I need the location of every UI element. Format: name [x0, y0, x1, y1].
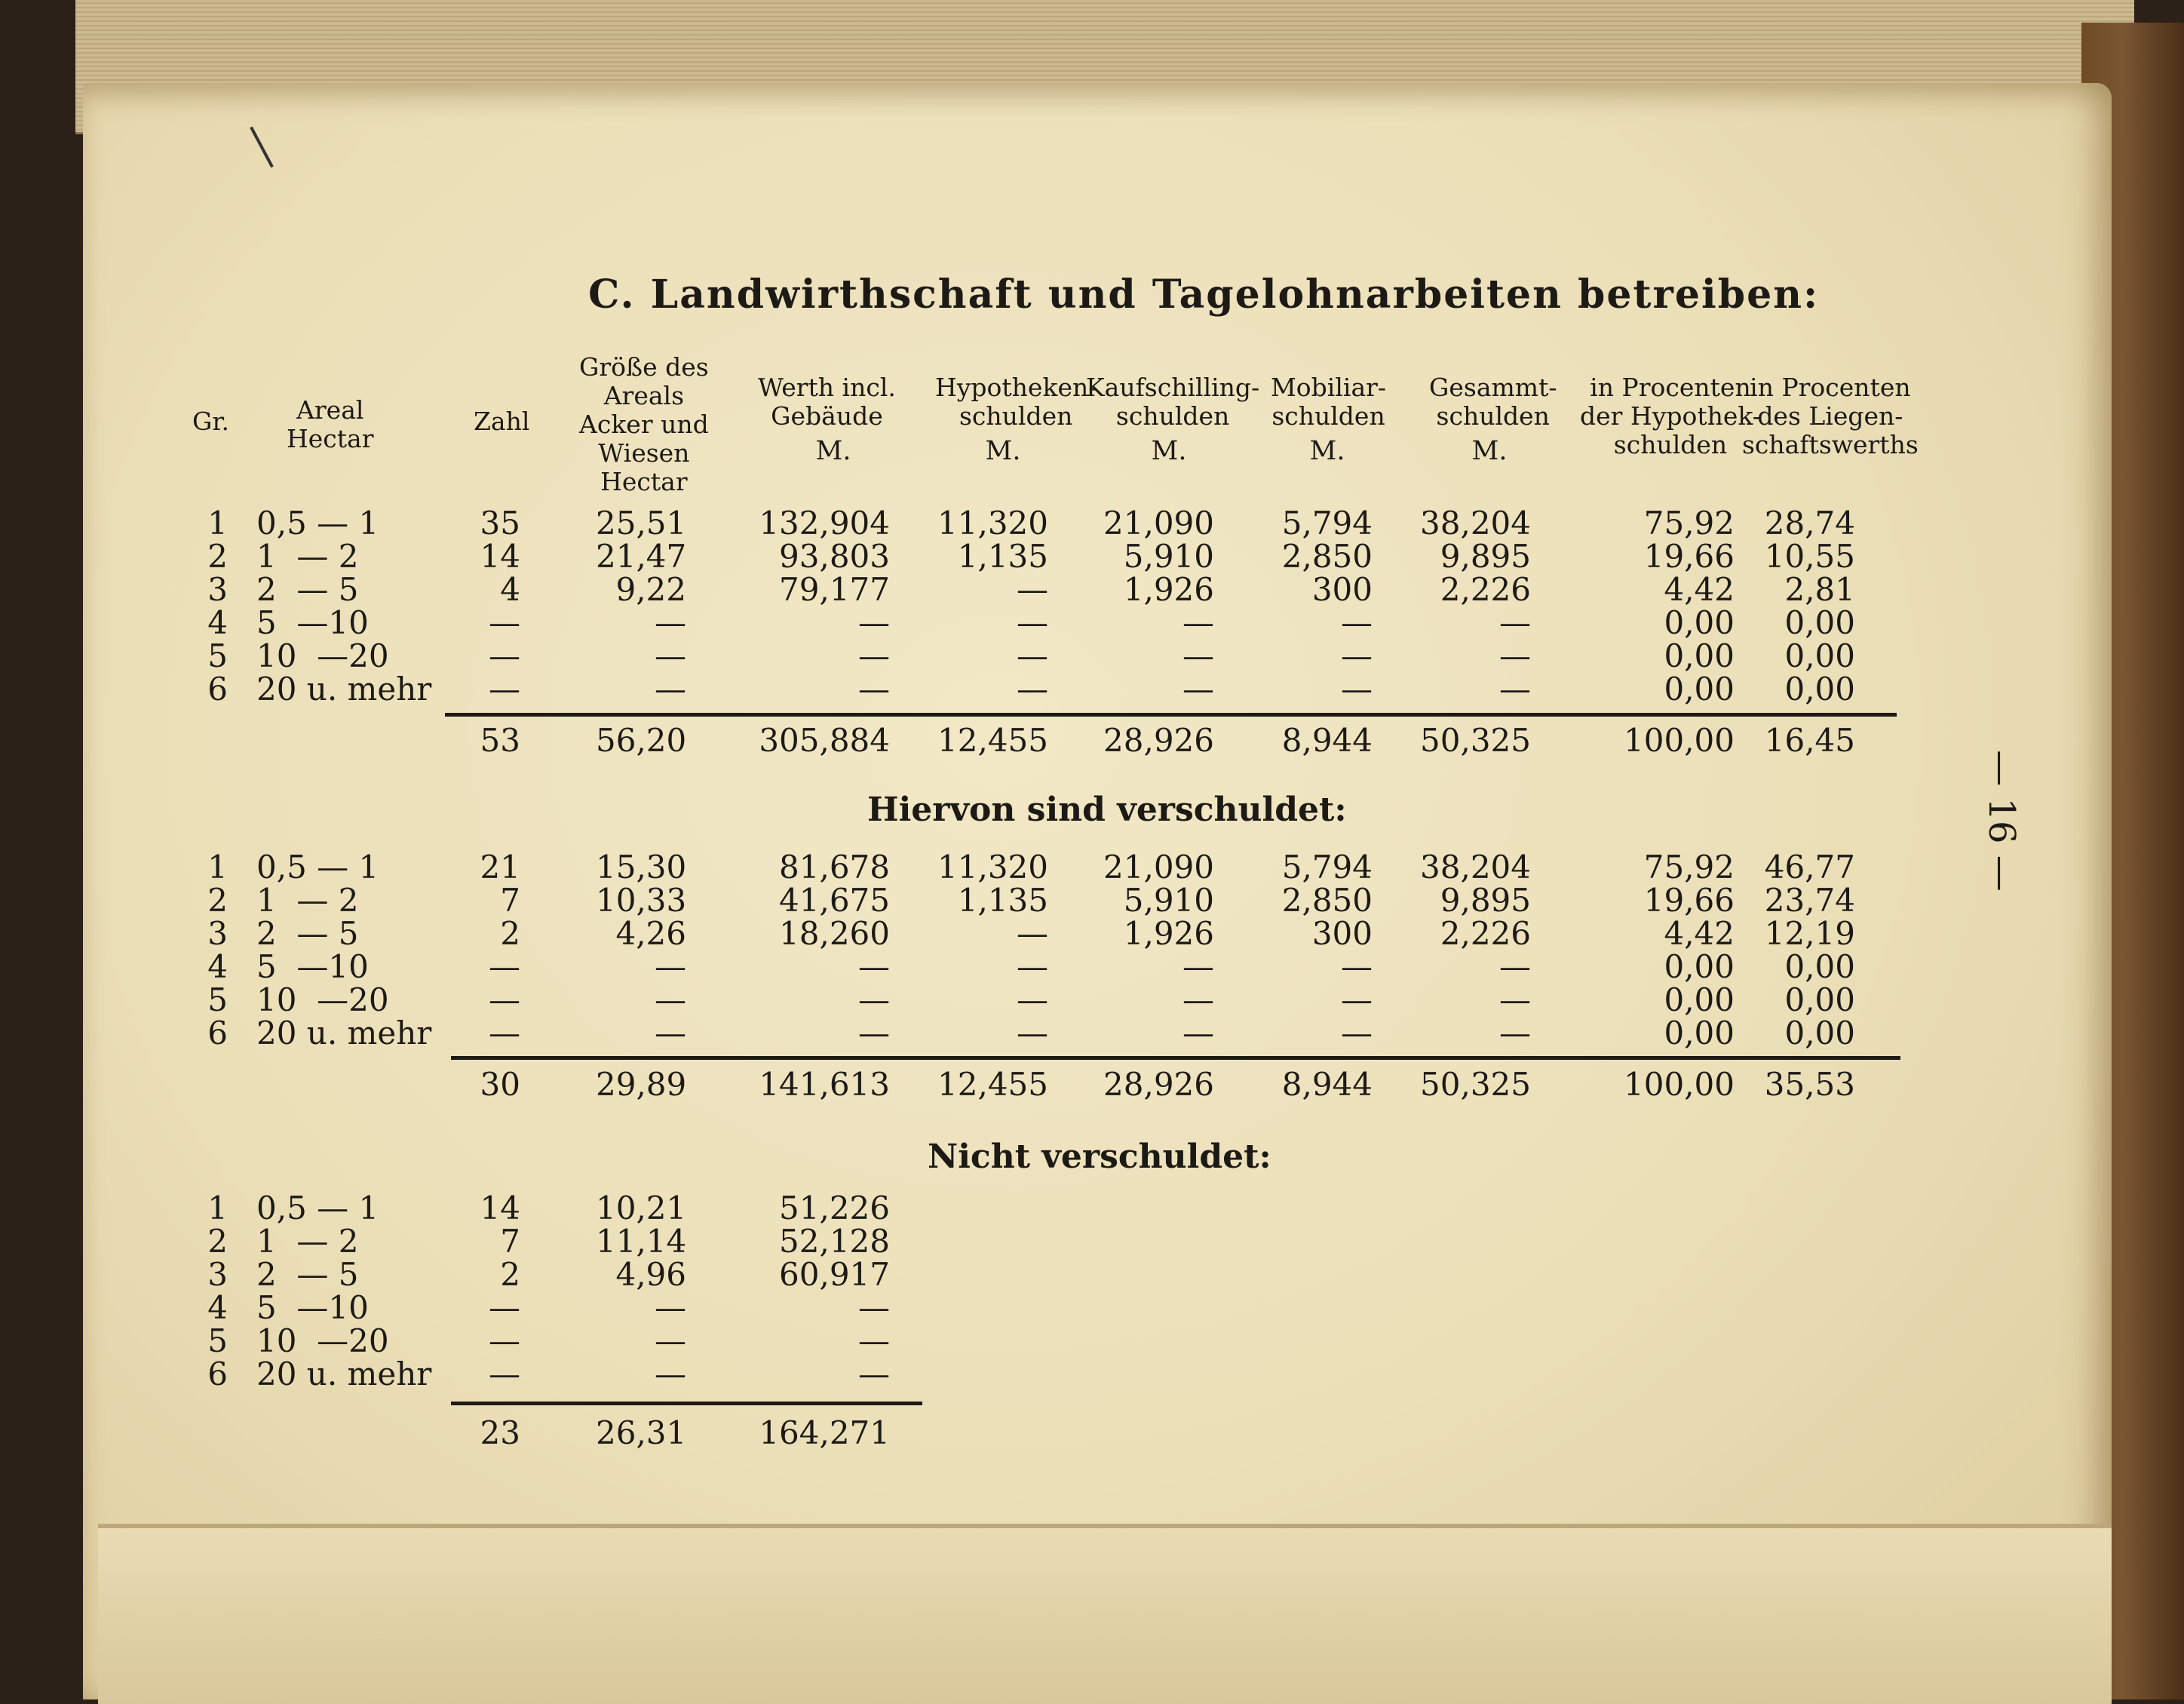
cell-zahl: —: [489, 671, 520, 708]
cell-hypothek: —: [1017, 915, 1048, 952]
header-gr: Gr.: [192, 407, 230, 436]
total-kaufschilling: 28,926: [1103, 722, 1214, 759]
cell-groesse: —: [655, 1322, 686, 1359]
cell-kaufschilling: 5,910: [1123, 538, 1214, 575]
table-row: [0, 917, 2184, 950]
cell-werth: —: [858, 1015, 890, 1052]
cell-mobiliar: —: [1341, 671, 1373, 708]
total-row: [0, 1414, 2184, 1451]
cell-zahl: —: [489, 1322, 520, 1359]
cell-groesse: 11,14: [596, 1223, 687, 1260]
cell-zahl: 7: [500, 1223, 520, 1260]
total-zahl: 23: [480, 1414, 520, 1451]
cell-mobiliar: 2,850: [1281, 882, 1373, 919]
cell-groesse: 21,47: [596, 538, 687, 575]
header-proc-hypothek: [1580, 373, 1761, 459]
cell-hypothek: —: [1017, 637, 1048, 674]
cell-groesse: —: [655, 1015, 686, 1052]
cell-hypothek: —: [1017, 571, 1048, 608]
table-row: [0, 1258, 2184, 1291]
total-werth: 164,271: [759, 1414, 890, 1451]
cell-proc-liegenschaft: 28,74: [1764, 505, 1855, 542]
cell-areal: 10 —20: [256, 981, 389, 1018]
cell-areal: 0,5 — 1: [256, 505, 379, 542]
cell-kaufschilling: 5,910: [1123, 882, 1214, 919]
cell-areal: 1 — 2: [256, 1223, 359, 1260]
header-groesse: [579, 353, 709, 496]
cell-werth: 79,177: [779, 571, 890, 608]
cell-hypothek: 1,135: [957, 538, 1048, 575]
cell-gr: 6: [207, 671, 228, 708]
cell-groesse: 10,33: [596, 882, 687, 919]
cell-groesse: 4,26: [615, 915, 686, 952]
total-mobiliar: 8,944: [1281, 722, 1373, 759]
cell-hypothek: 1,135: [957, 882, 1048, 919]
cell-gr: 1: [207, 849, 228, 886]
cell-groesse: —: [655, 981, 686, 1018]
header-kaufschilling-line: schulden: [1115, 401, 1230, 431]
header-werth-line: Werth incl.: [758, 373, 896, 402]
table-row: [0, 1017, 2184, 1050]
cell-mobiliar: —: [1341, 604, 1373, 641]
total-proc-hypothek: 100,00: [1624, 1066, 1735, 1103]
cell-zahl: —: [489, 1289, 520, 1326]
cell-areal: 2 — 5: [256, 571, 359, 608]
cell-werth: —: [858, 1322, 890, 1359]
cell-areal: 2 — 5: [256, 1256, 359, 1293]
cell-groesse: —: [655, 948, 686, 985]
cell-gr: 4: [207, 604, 228, 641]
cell-zahl: —: [489, 637, 520, 674]
table-row: [0, 673, 2184, 706]
cell-werth: —: [858, 671, 890, 708]
table-row: [0, 1192, 2184, 1225]
cell-mobiliar: 300: [1311, 915, 1373, 952]
cell-proc-hypothek: 0,00: [1664, 671, 1735, 708]
cell-proc-hypothek: 0,00: [1664, 1015, 1735, 1052]
total-zahl: 30: [480, 1066, 520, 1103]
header-proc-hypothek-line: der Hypothek-: [1580, 401, 1761, 431]
total-proc-hypothek: 100,00: [1624, 722, 1735, 759]
cell-werth: —: [858, 637, 890, 674]
cell-areal: 1 — 2: [256, 882, 359, 919]
table-row: [0, 981, 2184, 1018]
cell-proc-liegenschaft: 0,00: [1784, 948, 1855, 985]
cell-proc-hypothek: 0,00: [1664, 948, 1735, 985]
cell-proc-hypothek: 19,66: [1643, 538, 1735, 575]
next-page-edge: [98, 1524, 2112, 1704]
cell-werth: —: [858, 1356, 890, 1392]
cell-proc-liegenschaft: 0,00: [1784, 604, 1855, 641]
cell-zahl: —: [489, 981, 520, 1018]
cell-zahl: —: [489, 948, 520, 985]
cell-kaufschilling: —: [1182, 981, 1214, 1018]
section-heading-verschuldet: Hiervon sind verschuldet:: [867, 791, 1347, 829]
cell-groesse: —: [655, 1356, 686, 1392]
cell-werth: 52,128: [779, 1223, 890, 1260]
header-mobiliar-line: Mobiliar-: [1271, 373, 1387, 402]
cell-gesammt: 38,204: [1420, 849, 1531, 886]
cell-groesse: —: [655, 1289, 686, 1326]
cell-groesse: 9,22: [615, 571, 686, 608]
cell-areal: 1 — 2: [256, 538, 359, 575]
cell-proc-hypothek: 75,92: [1643, 849, 1735, 886]
cell-groesse: 15,30: [596, 849, 687, 886]
cell-kaufschilling: 1,926: [1123, 571, 1214, 608]
total-hypothek: 12,455: [937, 722, 1048, 759]
header-proc-liegenschaft: [1742, 373, 1919, 459]
header-proc-hypothek-line: in Procenten: [1590, 373, 1751, 402]
cell-kaufschilling: —: [1182, 637, 1214, 674]
cell-areal: 5 —10: [256, 1289, 369, 1326]
cell-zahl: 2: [500, 1256, 520, 1293]
cell-hypothek: —: [1017, 604, 1048, 641]
header-mobiliar: [1271, 373, 1386, 431]
header-werth-line: Gebäude: [771, 401, 883, 431]
cell-hypothek: 11,320: [937, 849, 1048, 886]
cell-proc-liegenschaft: 46,77: [1764, 849, 1855, 886]
cell-proc-liegenschaft: 23,74: [1764, 882, 1855, 919]
header-proc-liegenschaft-line: des Liegen-: [1757, 401, 1903, 431]
cell-zahl: 4: [500, 571, 520, 608]
table-row: [0, 950, 2184, 984]
unit-kaufschilling: M.: [1151, 436, 1187, 466]
table-row: [0, 884, 2184, 917]
cell-gr: 4: [207, 948, 228, 985]
page-number: — 16 —: [1980, 750, 2023, 892]
cell-kaufschilling: 21,090: [1103, 849, 1214, 886]
cell-gr: 1: [207, 1190, 228, 1227]
header-gesammt-line: schulden: [1436, 401, 1550, 431]
cell-kaufschilling: —: [1182, 671, 1214, 708]
total-mobiliar: 8,944: [1281, 1066, 1373, 1103]
cell-gr: 1: [207, 505, 228, 542]
cell-werth: 93,803: [779, 538, 890, 575]
cell-groesse: 4,96: [615, 1256, 686, 1293]
cell-gr: 2: [207, 1223, 228, 1260]
header-hypothek-line: Hypotheken-: [935, 373, 1097, 402]
cell-werth: 18,260: [779, 915, 890, 952]
unit-gesammt: M.: [1471, 436, 1508, 466]
cell-mobiliar: —: [1341, 981, 1373, 1018]
table-row: [0, 540, 2184, 573]
cell-kaufschilling: —: [1182, 1015, 1214, 1052]
header-kaufschilling-line: Kaufschilling-: [1086, 373, 1260, 402]
cell-groesse: —: [655, 671, 686, 708]
header-proc-liegenschaft-line: in Procenten: [1750, 373, 1911, 402]
header-groesse-line: Hectar: [600, 467, 688, 496]
cell-gr: 5: [207, 981, 228, 1018]
cell-gesammt: 2,226: [1440, 571, 1531, 608]
cell-gesammt: 2,226: [1440, 915, 1531, 952]
cell-gesammt: —: [1499, 981, 1531, 1018]
cell-kaufschilling: 1,926: [1123, 915, 1214, 952]
table-row: [0, 1358, 2184, 1391]
cell-gr: 2: [207, 538, 228, 575]
header-areal-line: Areal: [296, 395, 364, 425]
cell-zahl: —: [489, 1015, 520, 1052]
cell-areal: 5 —10: [256, 604, 369, 641]
cell-gr: 6: [207, 1356, 228, 1392]
cell-zahl: 2: [500, 915, 520, 952]
cell-kaufschilling: —: [1182, 948, 1214, 985]
cell-zahl: 14: [480, 1190, 520, 1227]
cell-gesammt: 9,895: [1440, 538, 1531, 575]
cell-proc-liegenschaft: 0,00: [1784, 1015, 1855, 1052]
cell-gr: 6: [207, 1015, 228, 1052]
cell-proc-hypothek: 4,42: [1664, 915, 1735, 952]
header-zahl: Zahl: [474, 407, 530, 436]
total-proc-liegenschaft: 16,45: [1764, 722, 1855, 759]
total-gesammt: 50,325: [1420, 722, 1531, 759]
cell-areal: 2 — 5: [256, 915, 359, 952]
cell-areal: 20 u. mehr: [256, 671, 432, 708]
table-row: [0, 1322, 2184, 1359]
cell-mobiliar: —: [1341, 1015, 1373, 1052]
cell-gesammt: —: [1499, 604, 1531, 641]
cell-mobiliar: 5,794: [1281, 849, 1373, 886]
cell-kaufschilling: —: [1182, 604, 1214, 641]
section-heading-nicht-verschuldet: Nicht verschuldet:: [928, 1138, 1271, 1176]
cell-werth: 41,675: [779, 882, 890, 919]
header-groesse-line: Areals: [603, 381, 685, 410]
header-proc-hypothek-line: schulden: [1613, 430, 1728, 459]
total-zahl: 53: [480, 722, 520, 759]
header-proc-liegenschaft-line: schaftswerths: [1742, 430, 1919, 459]
table-row: [0, 507, 2184, 540]
cell-groesse: —: [655, 604, 686, 641]
cell-hypothek: —: [1017, 671, 1048, 708]
cell-gr: 3: [207, 1256, 228, 1293]
cell-zahl: 7: [500, 882, 520, 919]
table-row: [0, 1291, 2184, 1325]
cell-zahl: 14: [480, 538, 520, 575]
cell-zahl: —: [489, 604, 520, 641]
cell-gr: 2: [207, 882, 228, 919]
header-hypothek: [935, 373, 1097, 431]
unit-werth: M.: [815, 436, 851, 466]
table-row: [0, 606, 2184, 640]
header-areal: [287, 396, 374, 453]
total-gesammt: 50,325: [1420, 1066, 1531, 1103]
cell-hypothek: —: [1017, 948, 1048, 985]
cell-proc-liegenschaft: 0,00: [1784, 671, 1855, 708]
total-row: [0, 724, 2184, 757]
total-groesse: 29,89: [596, 1066, 687, 1103]
cell-mobiliar: 300: [1311, 571, 1373, 608]
total-kaufschilling: 28,926: [1103, 1066, 1214, 1103]
cell-mobiliar: 5,794: [1281, 505, 1373, 542]
cell-gr: 5: [207, 1322, 228, 1359]
cell-werth: —: [858, 981, 890, 1018]
total-werth: 141,613: [759, 1066, 890, 1103]
cell-hypothek: —: [1017, 981, 1048, 1018]
cell-proc-hypothek: 19,66: [1643, 882, 1735, 919]
total-werth: 305,884: [759, 722, 890, 759]
cell-areal: 20 u. mehr: [256, 1356, 432, 1392]
cell-groesse: 10,21: [596, 1190, 687, 1227]
header-gesammt: [1429, 373, 1557, 431]
cell-werth: 51,226: [779, 1190, 890, 1227]
header-groesse-line: Wiesen: [598, 438, 690, 468]
total-row: [0, 1068, 2184, 1101]
total-groesse: 56,20: [596, 722, 687, 759]
cell-werth: —: [858, 1289, 890, 1326]
cell-mobiliar: —: [1341, 948, 1373, 985]
header-groesse-line: Größe des: [579, 352, 709, 382]
cell-areal: 20 u. mehr: [256, 1015, 432, 1052]
header-groesse-line: Acker und: [579, 410, 709, 439]
total-groesse: 26,31: [596, 1414, 687, 1451]
cell-gesammt: 38,204: [1420, 505, 1531, 542]
table-row: [0, 1225, 2184, 1258]
total-proc-liegenschaft: 35,53: [1764, 1066, 1855, 1103]
cell-proc-hypothek: 0,00: [1664, 637, 1735, 674]
cell-proc-hypothek: 0,00: [1664, 604, 1735, 641]
table-row: [0, 851, 2184, 884]
header-gesammt-line: Gesammt-: [1429, 373, 1557, 402]
cell-werth: 132,904: [759, 505, 890, 542]
cell-proc-hypothek: 0,00: [1664, 981, 1735, 1018]
cell-proc-liegenschaft: 2,81: [1784, 571, 1855, 608]
cell-areal: 10 —20: [256, 637, 389, 674]
cell-areal: 5 —10: [256, 948, 369, 985]
cell-werth: —: [858, 948, 890, 985]
cell-proc-liegenschaft: 0,00: [1784, 981, 1855, 1018]
header-werth: [758, 373, 896, 431]
cell-hypothek: —: [1017, 1015, 1048, 1052]
page-title: C. Landwirthschaft und Tagelohnarbeiten betreiben:: [588, 272, 1820, 318]
cell-areal: 0,5 — 1: [256, 849, 379, 886]
cell-proc-liegenschaft: 12,19: [1764, 915, 1855, 952]
cell-gr: 3: [207, 571, 228, 608]
cell-werth: 81,678: [779, 849, 890, 886]
table-row: [0, 637, 2184, 674]
table-row: [0, 573, 2184, 606]
cell-gr: 5: [207, 637, 228, 674]
header-hypothek-line: schulden: [959, 401, 1073, 431]
cell-areal: 10 —20: [256, 1322, 389, 1359]
cell-groesse: 25,51: [596, 505, 687, 542]
cell-proc-hypothek: 4,42: [1664, 571, 1735, 608]
cell-gr: 4: [207, 1289, 228, 1326]
unit-hypothek: M.: [985, 436, 1021, 466]
cell-zahl: 35: [480, 505, 520, 542]
cell-werth: 60,917: [779, 1256, 890, 1293]
cell-kaufschilling: 21,090: [1103, 505, 1214, 542]
cell-zahl: 21: [480, 849, 520, 886]
cell-gesammt: 9,895: [1440, 882, 1531, 919]
cell-werth: —: [858, 604, 890, 641]
cell-proc-liegenschaft: 10,55: [1764, 538, 1855, 575]
cell-gesammt: —: [1499, 1015, 1531, 1052]
cell-gesammt: —: [1499, 637, 1531, 674]
cell-proc-hypothek: 75,92: [1643, 505, 1735, 542]
cell-hypothek: 11,320: [937, 505, 1048, 542]
cell-groesse: —: [655, 637, 686, 674]
cell-gesammt: —: [1499, 671, 1531, 708]
unit-mobiliar: M.: [1309, 436, 1345, 466]
cell-gesammt: —: [1499, 948, 1531, 985]
total-rule: [451, 1402, 922, 1405]
cell-proc-liegenschaft: 0,00: [1784, 637, 1855, 674]
header-areal-line: Hectar: [287, 424, 374, 453]
total-rule: [445, 713, 1897, 717]
header-mobiliar-line: schulden: [1271, 401, 1385, 431]
cell-gr: 3: [207, 915, 228, 952]
total-rule: [451, 1056, 1900, 1060]
total-hypothek: 12,455: [937, 1066, 1048, 1103]
cell-zahl: —: [489, 1356, 520, 1392]
cell-mobiliar: 2,850: [1281, 538, 1373, 575]
cell-mobiliar: —: [1341, 637, 1373, 674]
header-kaufschilling: [1086, 373, 1259, 431]
cell-areal: 0,5 — 1: [256, 1190, 379, 1227]
